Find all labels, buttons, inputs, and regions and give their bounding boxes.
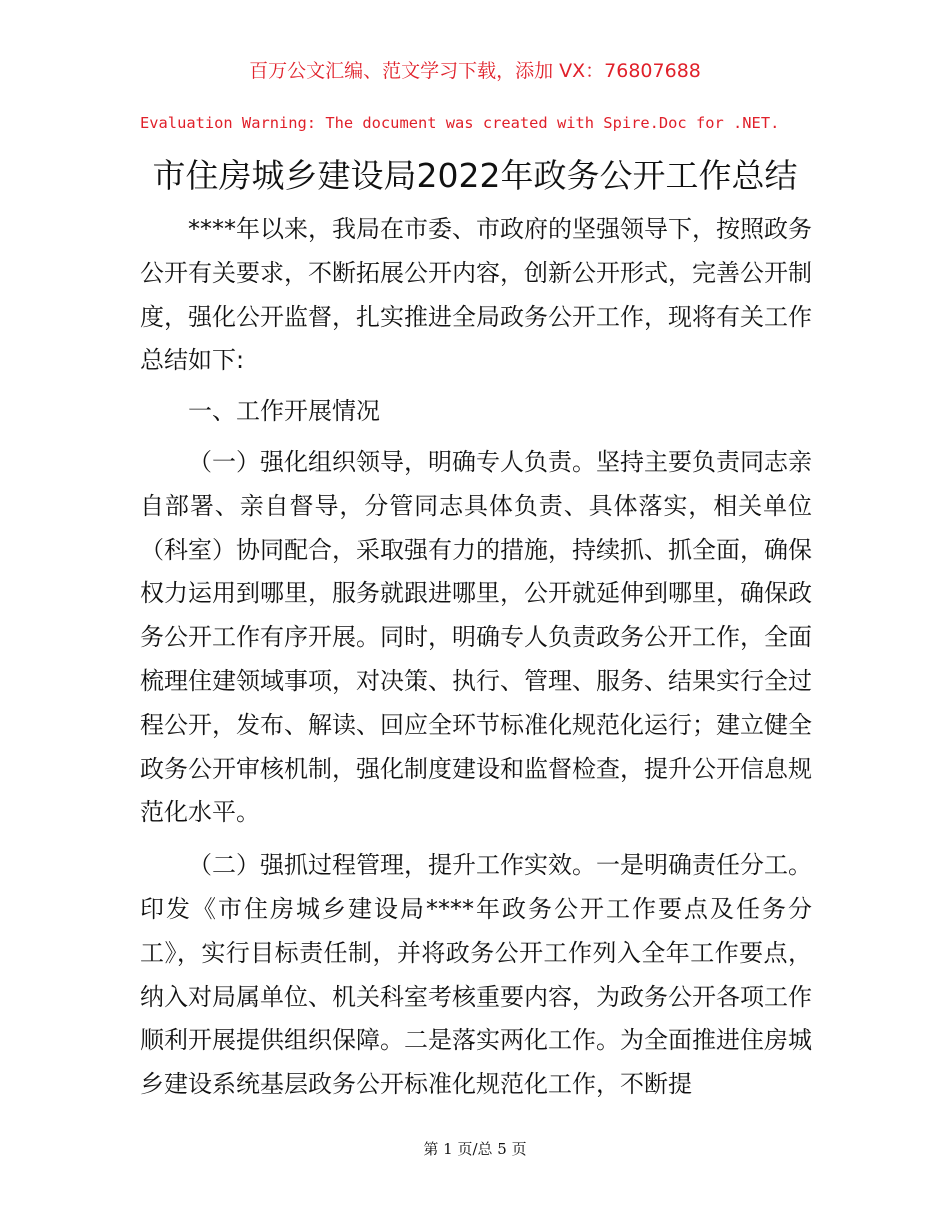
paragraph-intro: ****年以来，我局在市委、市政府的坚强领导下，按照政务公开有关要求，不断拓展公开内容，创新公开形式，完善公开制度，强化公开监督，扎实推进全局政务公开工作，现将有关工作总结如下: bbox=[140, 215, 812, 375]
section-heading: 一、工作开展情况 bbox=[188, 397, 380, 426]
paragraph-section-1: （一）强化组织领导，明确专人负责。坚持主要负责同志亲自部署、亲自督导，分管同志具体负责、具体落实，相关单位（科室）协同配合，采取强有力的措施，持续抓、抓全面，确保权力运用到哪里，服务就跟进哪里，公开就延伸到哪里，确保政务公开工作有序开展。同时，明确专人负责政务公开工作，全面梳理住建领域事项，对决策、执行、管理、服务、结果实行全过程公开，发布、解读、回应全环节标准化规范化运行；建立健全政务公开审核机制，强化制度建设和监督检查，提升公开信息规范化水平。 bbox=[140, 447, 812, 827]
page-indicator: 第 1 页/总 5 页 bbox=[423, 1140, 527, 1158]
document-body bbox=[140, 208, 812, 1107]
paragraph-section-2: （二）强抓过程管理，提升工作实效。一是明确责任分工。印发《市住房城乡建设局****年政务公开工作要点及任务分工》，实行目标责任制，并将政务公开工作列入全年工作要点，纳入对局属单位、机关科室考核重要内容，为政务公开各项工作顺利开展提供组织保障。二是落实两化工作。为全面推进住房城乡建设系统基层政务公开标准化规范化工作，不断提 bbox=[140, 851, 812, 1099]
document-title: 市住房城乡建设局2022年政务公开工作总结 bbox=[152, 156, 798, 195]
promo-banner: 百万公文汇编、范文学习下载，添加 VX：76807688 bbox=[249, 60, 701, 82]
evaluation-warning: Evaluation Warning: The document was created with Spire.Doc for .NET. bbox=[140, 114, 780, 132]
